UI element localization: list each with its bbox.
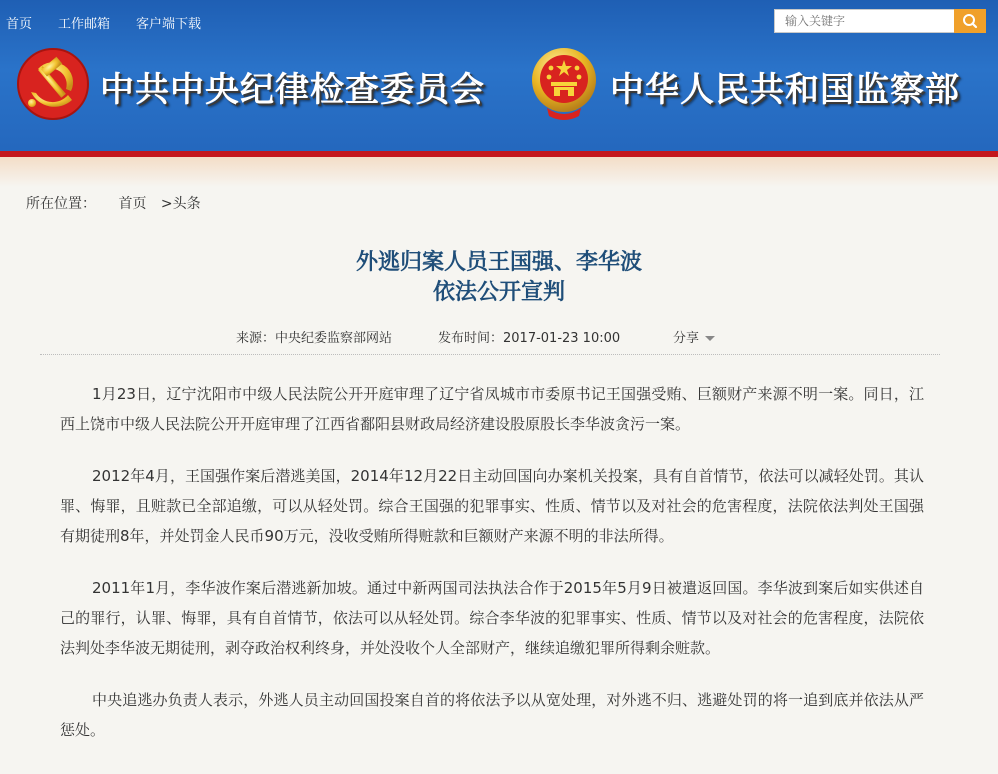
- search-icon: [954, 9, 986, 33]
- breadcrumb-current[interactable]: >头条: [160, 196, 201, 212]
- breadcrumb-home-link[interactable]: 首页: [118, 196, 147, 212]
- nav-app-download-link[interactable]: 客户端下载: [136, 17, 202, 32]
- article-title: [0, 248, 998, 308]
- chevron-down-icon: [705, 336, 715, 341]
- article-source: 来源：中央纪委监察部网站: [236, 331, 393, 346]
- article-paragraph-1: 1月23日，辽宁沈阳市中级人民法院公开开庭审理了辽宁省凤城市市委原书记王国强受贿、巨额财产来源不明一案。同日，江西上饶市中级人民法院公开开庭审理了江西省鄱阳县财政局经济建设股原股长李华波贪污一案。: [60, 385, 924, 433]
- article-body: [60, 379, 924, 767]
- share-button[interactable]: [673, 327, 715, 346]
- search-input[interactable]: [775, 10, 957, 32]
- ministry-of-supervision-title: 中华人民共和国监察部: [610, 70, 960, 110]
- national-emblem-icon: [529, 46, 599, 122]
- nav-mail-link[interactable]: 工作邮箱: [58, 17, 111, 32]
- article-date: 发布时间：2017-01-23 10:00: [438, 331, 621, 346]
- article-paragraph-2: 2012年4月，王国强作案后潜逃美国，2014年12月22日主动回国向办案机关投案，具有自首情节，依法可以减轻处罚。其认罪、悔罪，且赃款已全部追缴，可以从轻处罚。综合王国强的犯罪事实、性质、情节以及对社会的危害程度，法院依法判处王国强有期徒刑8年，并处罚金人民币90万元，没收受贿所得赃款和巨额财产来源不明的非法所得。: [60, 467, 924, 545]
- search-box: [774, 9, 986, 33]
- header-fade: [0, 157, 998, 187]
- search-button[interactable]: [954, 9, 986, 33]
- top-nav: [6, 13, 227, 32]
- article-paragraph-3: 2011年1月，李华波作案后潜逃新加坡。通过中新两国司法执法合作于2015年5月9日被遣返回国。李华波到案后如实供述自己的罪行，认罪、悔罪，具有自首情节，依法可以从轻处罚。综合李华波的犯罪事实、性质、情节以及对社会的危害程度，法院依法判处李华波无期徒刑，剥夺政治权利终身，并处没收个人全部财产，继续追缴犯罪所得剩余赃款。: [60, 579, 924, 657]
- nav-home-link[interactable]: 首页: [6, 17, 33, 32]
- article-title-line2: 依法公开宣判: [432, 280, 565, 305]
- share-label: 分享: [673, 331, 700, 346]
- article-title-line1: 外逃归案人员王国强、李华波: [355, 250, 642, 275]
- article-meta: [0, 327, 998, 347]
- breadcrumb: [26, 193, 205, 213]
- cpc-ccdi-title: 中共中央纪律检查委员会: [100, 70, 485, 110]
- meta-divider: [40, 354, 940, 355]
- article-paragraph-4: 中央追逃办负责人表示，外逃人员主动回国投案自首的将依法予以从宽处理，对外逃不归、逃避处罚的将一追到底并依法从严惩处。: [60, 691, 924, 739]
- site-header: [0, 0, 998, 155]
- party-emblem-icon: [16, 47, 90, 121]
- breadcrumb-label: 所在位置：: [26, 196, 96, 212]
